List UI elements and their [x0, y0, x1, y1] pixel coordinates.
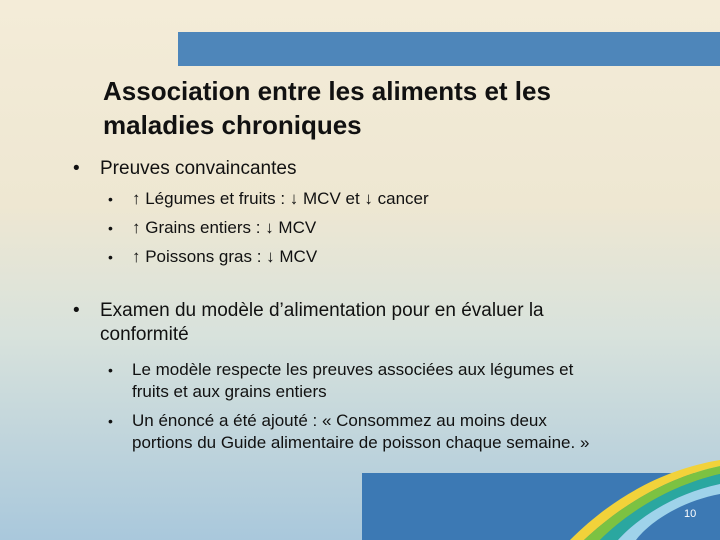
- bullet-label-line-1: Examen du modèle d’alimentation pour en évaluer la: [100, 300, 544, 321]
- sub-bullet-item: [108, 188, 672, 210]
- sub-bullet-text: ↑ Poissons gras : ↓ MCV: [132, 247, 318, 266]
- sub-bullet-text: [132, 359, 672, 403]
- slide-title: [103, 74, 663, 142]
- header-band: [178, 32, 720, 66]
- sub-bullet-text: ↑ Légumes et fruits : ↓ MCV et ↓ cancer: [132, 189, 429, 208]
- sub-bullet-line-1: Un énoncé a été ajouté : « Consommez au moins deux: [132, 411, 547, 430]
- bullet-dot: •: [108, 191, 113, 207]
- bullet-label: [100, 299, 660, 347]
- sub-bullet-line-2: fruits et aux grains entiers: [132, 382, 327, 401]
- sub-bullet-line-2: portions du Guide alimentaire de poisson chaque semaine. »: [132, 433, 590, 452]
- bullet-preuves: [73, 157, 660, 181]
- page-number: 10: [684, 508, 697, 520]
- sub-bullet-text: ↑ Grains entiers : ↓ MCV: [132, 218, 317, 237]
- bullet-examen: [73, 299, 660, 347]
- bullet-dot: •: [108, 362, 113, 378]
- title-line-2: maladies chroniques: [103, 110, 362, 140]
- title-line-1: Association entre les aliments et les: [103, 76, 551, 106]
- bullet-dot: •: [108, 220, 113, 236]
- bullet-label: Preuves convaincantes: [100, 158, 297, 179]
- sub-bullet-line-1: Le modèle respecte les preuves associées aux légumes et: [132, 360, 574, 379]
- bullet-dot: •: [108, 413, 113, 429]
- swoosh-decoration-icon: [560, 430, 720, 540]
- sub-bullet-item: [108, 217, 672, 239]
- bullet-dot: •: [108, 249, 113, 265]
- bullet-label-line-2: conformité: [100, 324, 189, 345]
- bullet-dot: •: [73, 300, 80, 321]
- sub-bullet-item: [108, 246, 672, 268]
- sub-bullet-item: [108, 359, 672, 403]
- bullet-dot: •: [73, 158, 80, 179]
